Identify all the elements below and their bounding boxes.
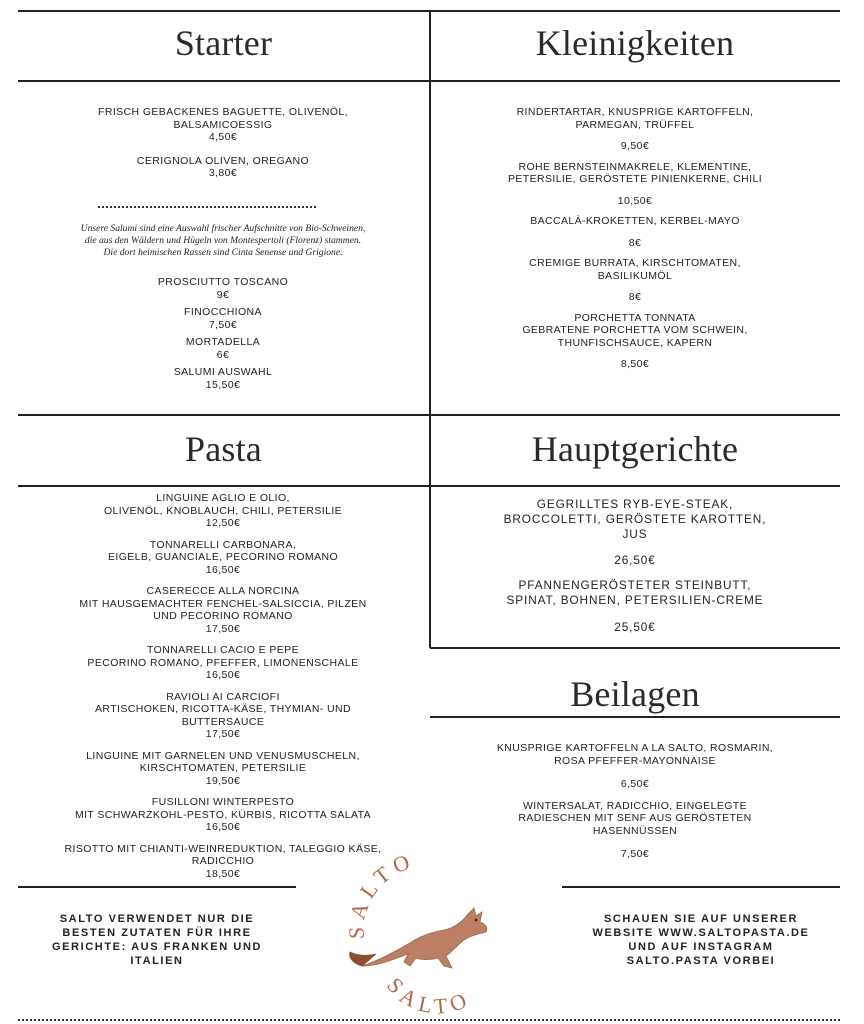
menu-item-name: CERIGNOLA OLIVEN, OREGANO <box>136 154 310 167</box>
starter-items <box>18 106 428 180</box>
footer-ingredients-note <box>22 912 292 968</box>
menu-item-price: 18,50€ <box>205 867 241 880</box>
logo-text-bottom: SALTO <box>382 972 476 1018</box>
kleinigkeiten-items <box>430 106 840 371</box>
salumi-items <box>18 276 428 391</box>
section-rule-1 <box>18 414 840 416</box>
salto-logo <box>340 848 520 1018</box>
menu-item-name: SALUMI AUSWAHL <box>173 366 273 378</box>
salto-logo-svg <box>340 848 520 1018</box>
menu-item-name: GEGRILLTES RYB-EYE-STEAK, BROCCOLETTI, GERÖSTETE KAROTTEN, JUS <box>503 497 767 541</box>
menu-item-name: CREMIGE BURRATA, KIRSCHTOMATEN, BASILIKUMÖL <box>529 257 741 282</box>
menu-item-name: MORTADELLA <box>185 336 261 348</box>
heading-kleinigkeiten: Kleinigkeiten <box>535 23 735 63</box>
menu-item-name: FUSILLONI WINTERPESTO MIT SCHWARZKOHL-PESTO, KÜRBIS, RICOTTA SALATA <box>74 796 372 821</box>
menu-item-price: 8€ <box>628 291 642 303</box>
footer-rule-right <box>562 886 840 888</box>
menu-item-price: 10,50€ <box>617 194 653 207</box>
menu-item-price: 6,50€ <box>620 778 650 790</box>
menu-item-price: 4,50€ <box>208 131 238 143</box>
menu-item-name: LINGUINE AGLIO E OLIO, OLIVENÖL, KNOBLAUCH, CHILI, PETERSILIE <box>103 492 343 517</box>
menu-item-name: RAVIOLI AI CARCIOFI ARTISCHOKEN, RICOTTA-KÄSE, THYMIAN- UND BUTTERSAUCE <box>95 690 351 728</box>
menu-item-price: 9,50€ <box>620 140 650 152</box>
heading-beilagen: Beilagen <box>570 674 700 714</box>
menu-item-price: 16,50€ <box>205 821 241 833</box>
menu-item-name: TONNARELLI CACIO E PEPE PECORINO ROMANO, PFEFFER, LIMONENSCHALE <box>87 644 359 669</box>
menu-item-name: PORCHETTA TONNATA GEBRATENE PORCHETTA VOM SCHWEIN, THUNFISCHSAUCE, KAPERN <box>522 311 748 349</box>
menu-item-price: 8€ <box>628 236 642 249</box>
salumi-note <box>18 223 428 259</box>
section-rule-right <box>430 647 840 649</box>
menu-item-price: 9€ <box>216 288 230 301</box>
footer-right-text: SCHAUEN SIE AUF UNSERER WEBSITE WWW.SALTOPASTA.DE UND AUF INSTAGRAM SALTO.PASTA VORBEI <box>592 913 810 967</box>
hauptgerichte-items <box>430 497 840 635</box>
header-rule-1 <box>18 80 840 82</box>
menu-item-name: PROSCIUTTO TOSCANO <box>157 276 289 288</box>
menu-item-price: 16,50€ <box>205 669 241 681</box>
menu-item-name: RISOTTO MIT CHIANTI-WEINREDUKTION, TALEGGIO KÄSE, RADICCHIO <box>64 842 382 867</box>
menu-item-price: 25,50€ <box>614 620 656 634</box>
salumi-description: Unsere Salumi sind eine Auswahl frischer Aufschnitte von Bio-Schweinen, die aus den Wäldern und Hügeln von Montespertoli (Florenz) stammen. Die dort heimischen Rassen sind Cinta Senense und Grigione. <box>80 223 366 258</box>
menu-item-price: 7,50€ <box>208 318 238 331</box>
menu-item-price: 26,50€ <box>614 553 656 567</box>
bottom-dotted-rule <box>18 1019 840 1021</box>
beilagen-items <box>430 742 840 861</box>
heading-pasta: Pasta <box>185 429 262 469</box>
menu-item-price: 16,50€ <box>205 563 241 576</box>
menu-item-name: WINTERSALAT, RADICCHIO, EINGELEGTE RADIESCHEN MIT SENF AUS GERÖSTETEN HASENNÜSSEN <box>518 799 752 837</box>
menu-item-price: 8,50€ <box>620 358 650 370</box>
menu-item-price: 17,50€ <box>205 728 241 740</box>
menu-item-price: 19,50€ <box>205 774 241 787</box>
footer-rule-left <box>18 886 296 888</box>
menu-item-price: 3,80€ <box>208 167 238 179</box>
menu-item-name: TONNARELLI CARBONARA, EIGELB, GUANCIALE, PECORINO ROMANO <box>107 538 339 563</box>
menu-item-name: ROHE BERNSTEINMAKRELE, KLEMENTINE, PETERSILIE, GERÖSTETE PINIENKERNE, CHILI <box>507 160 763 185</box>
header-rule-2 <box>18 485 840 487</box>
footer-left-text: SALTO VERWENDET NUR DIE BESTEN ZUTATEN FÜR IHRE GERICHTE: AUS FRANKEN UND ITALIEN <box>51 913 263 967</box>
menu-item-price: 17,50€ <box>205 622 241 635</box>
menu-item-name: LINGUINE MIT GARNELEN UND VENUSMUSCHELN, KIRSCHTOMATEN, PETERSILIE <box>86 749 360 774</box>
menu-item-price: 6€ <box>216 348 230 361</box>
menu-item-name: FRISCH GEBACKENES BAGUETTE, OLIVENÖL, BALSAMICOESSIG <box>98 106 348 131</box>
logo-text-top: SALTO <box>343 848 419 940</box>
footer-website-note <box>566 912 836 968</box>
heading-hauptgerichte: Hauptgerichte <box>531 429 739 469</box>
starter-dotted-separator <box>98 206 316 208</box>
menu-item-price: 7,50€ <box>620 848 650 860</box>
menu-item-name: KNUSPRIGE KARTOFFELN A LA SALTO, ROSMARIN, ROSA PFEFFER-MAYONNAISE <box>496 742 774 767</box>
menu-item-name: CASERECCE ALLA NORCINA MIT HAUSGEMACHTER FENCHEL-SALSICCIA, PILZEN UND PECORINO ROMANO <box>79 585 367 622</box>
header-rule-right <box>430 716 840 718</box>
menu-item-name: BACCALÀ-KROKETTEN, KERBEL-MAYO <box>530 215 740 227</box>
menu-item-name: RINDERTARTAR, KNUSPRIGE KARTOFFELN, PARMEGAN, TRÜFFEL <box>516 106 754 131</box>
heading-starter: Starter <box>174 23 273 63</box>
menu-item-price: 15,50€ <box>205 378 241 391</box>
menu-item-name: PFANNENGERÖSTETER STEINBUTT, SPINAT, BOHNEN, PETERSILIEN-CREME <box>506 578 764 607</box>
menu-item-price: 12,50€ <box>205 517 241 529</box>
pasta-items <box>18 492 428 880</box>
menu-item-name: FINOCCHIONA <box>184 306 262 318</box>
fox-icon <box>350 908 487 968</box>
